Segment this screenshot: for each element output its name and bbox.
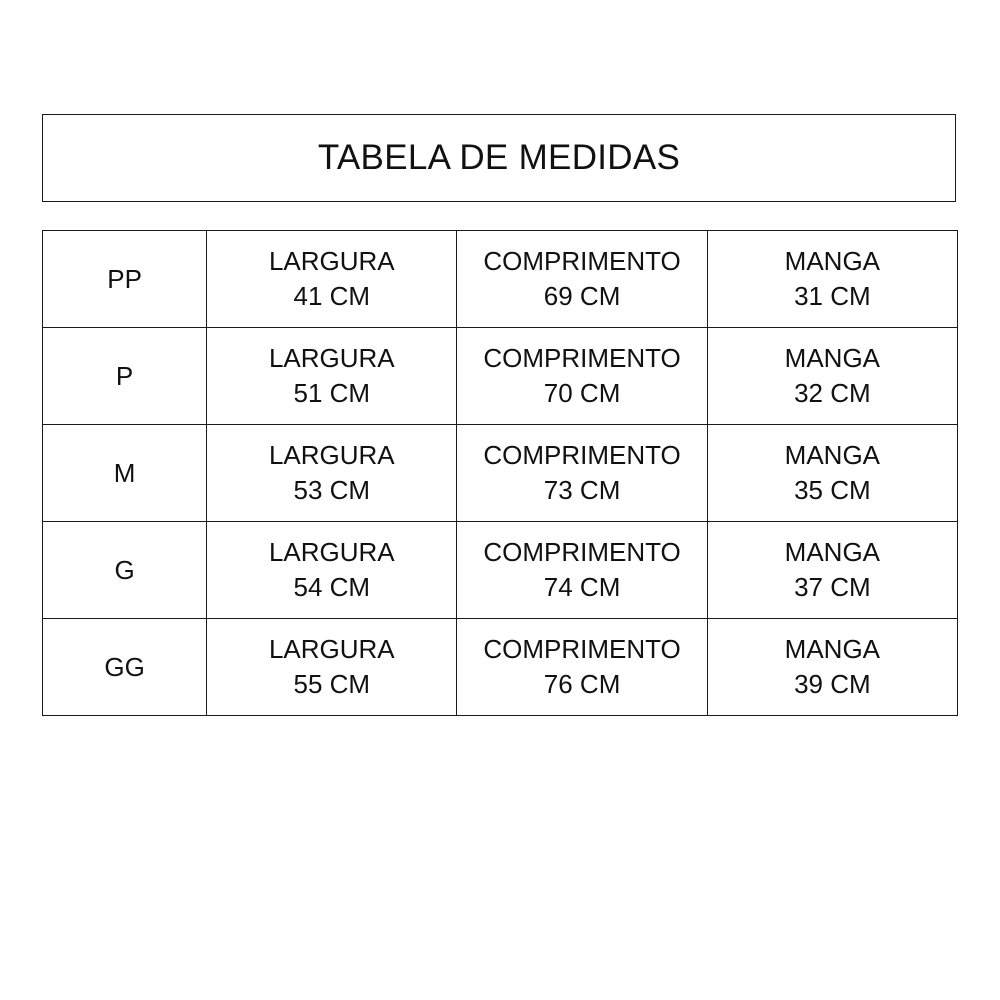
comprimento-value: 76 CM (543, 669, 621, 699)
manga-label: MANGA (784, 537, 881, 567)
comprimento-value: 70 CM (543, 378, 621, 408)
manga-cell (707, 619, 957, 716)
comprimento-label: COMPRIMENTO (483, 440, 681, 470)
largura-value: 55 CM (293, 669, 371, 699)
largura-value: 54 CM (293, 572, 371, 602)
largura-value: 51 CM (293, 378, 371, 408)
comprimento-cell (457, 425, 707, 522)
largura-label: LARGURA (268, 246, 395, 276)
page-title: TABELA DE MEDIDAS (317, 138, 681, 177)
size-cell: G (43, 522, 207, 619)
manga-value: 35 CM (794, 475, 871, 505)
comprimento-value: 73 CM (543, 475, 621, 505)
manga-value: 31 CM (794, 281, 871, 311)
manga-cell (707, 328, 957, 425)
manga-value: 37 CM (794, 572, 871, 602)
table-row-m (43, 425, 958, 522)
largura-label: LARGURA (268, 440, 395, 470)
comprimento-label: COMPRIMENTO (483, 246, 681, 276)
comprimento-cell (457, 619, 707, 716)
largura-label: LARGURA (268, 537, 395, 567)
largura-cell (207, 425, 457, 522)
size-cell: P (43, 328, 207, 425)
manga-cell (707, 425, 957, 522)
comprimento-cell (457, 328, 707, 425)
comprimento-cell (457, 231, 707, 328)
size-cell: M (43, 425, 207, 522)
comprimento-label: COMPRIMENTO (483, 343, 681, 373)
manga-value: 32 CM (794, 378, 871, 408)
table-row-p (43, 328, 958, 425)
size-cell: PP (43, 231, 207, 328)
manga-cell (707, 522, 957, 619)
table-row-g (43, 522, 958, 619)
size-table (42, 230, 958, 716)
largura-label: LARGURA (268, 634, 395, 664)
manga-label: MANGA (784, 246, 881, 276)
table-row-gg (43, 619, 958, 716)
manga-cell (707, 231, 957, 328)
largura-cell (207, 328, 457, 425)
manga-label: MANGA (784, 343, 881, 373)
manga-label: MANGA (784, 440, 881, 470)
comprimento-value: 69 CM (543, 281, 621, 311)
largura-cell (207, 522, 457, 619)
comprimento-value: 74 CM (543, 572, 621, 602)
title-box (42, 114, 956, 202)
manga-label: MANGA (784, 634, 881, 664)
largura-value: 53 CM (293, 475, 371, 505)
largura-value: 41 CM (293, 281, 371, 311)
largura-label: LARGURA (268, 343, 395, 373)
comprimento-label: COMPRIMENTO (483, 537, 681, 567)
largura-cell (207, 231, 457, 328)
table-row-pp (43, 231, 958, 328)
manga-value: 39 CM (794, 669, 871, 699)
comprimento-label: COMPRIMENTO (483, 634, 681, 664)
comprimento-cell (457, 522, 707, 619)
size-cell: GG (43, 619, 207, 716)
largura-cell (207, 619, 457, 716)
